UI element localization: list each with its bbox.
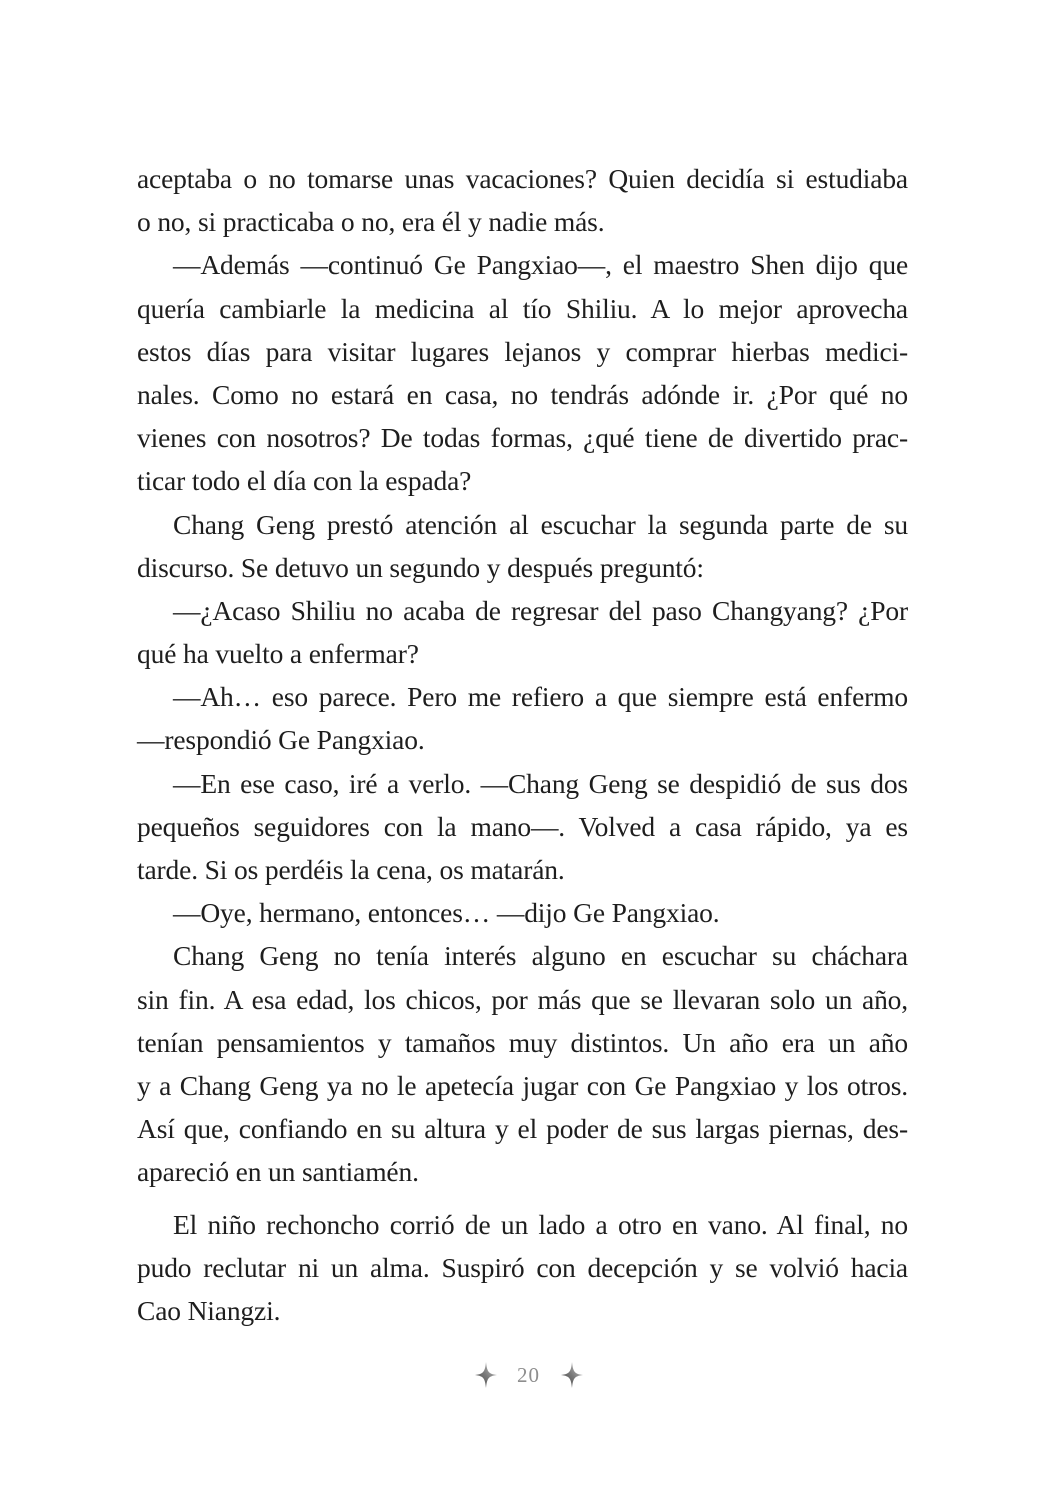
paragraph [137, 891, 908, 934]
text-line: Chang Geng no tenía interés alguno en escuchar su cháchara [173, 940, 908, 972]
paragraph [137, 934, 908, 1193]
text-line: quería cambiarle la medicina al tío Shiliu. A lo mejor aprovecha [137, 292, 908, 324]
paragraph [137, 157, 908, 243]
text-line: —respondió Ge Pangxiao. [137, 724, 425, 756]
paragraph [137, 1203, 908, 1333]
text-line: —Ah… eso parece. Pero me refiero a que siempre está enfermo [173, 681, 908, 713]
paragraph [137, 589, 908, 675]
paragraph [137, 762, 908, 892]
text-line: tarde. Si os perdéis la cena, os matarán. [137, 854, 565, 885]
text-line: estos días para visitar lugares lejanos y comprar hierbas medici- [137, 335, 908, 367]
text-line: —Además —continuó Ge Pangxiao—, el maestro Shen dijo que [173, 249, 908, 281]
text-line: El niño rechoncho corrió de un lado a otro en vano. Al final, no [173, 1208, 908, 1240]
book-page-body [137, 157, 908, 1332]
text-line: tenían pensamientos y tamaños muy distintos. Un año era un año [137, 1026, 908, 1058]
text-line: nales. Como no estará en casa, no tendrás adónde ir. ¿Por qué no [137, 378, 908, 410]
text-line: discurso. Se detuvo un segundo y después preguntó: [137, 551, 704, 583]
text-line: Así que, confiando en su altura y el poder de sus largas piernas, des- [137, 1113, 908, 1145]
text-line: pudo reclutar ni un alma. Suspiró con decepción y se volvió hacia [137, 1251, 908, 1283]
text-line: —¿Acaso Shiliu no acaba de regresar del paso Changyang? ¿Por [173, 594, 908, 626]
text-line: —En ese caso, iré a verlo. —Chang Geng se despidió de sus dos [173, 767, 908, 799]
text-line: sin fin. A esa edad, los chicos, por más que se llevaran solo un año, [137, 983, 908, 1015]
text-line: vienes con nosotros? De todas formas, ¿qué tiene de divertido prac- [137, 422, 908, 454]
paragraph [137, 675, 908, 761]
text-line: y a Chang Geng ya no le apetecía jugar con Ge Pangxiao y los otros. [137, 1069, 908, 1101]
text-line: —Oye, hermano, entonces… —dijo Ge Pangxiao. [173, 897, 720, 929]
paragraph [137, 503, 908, 589]
text-line: ticar todo el día con la espada? [137, 465, 472, 497]
paragraph [137, 243, 908, 502]
page-footer [0, 1357, 1057, 1393]
page-number: 20 [517, 1362, 540, 1387]
text-line: apareció en un santiamén. [137, 1156, 419, 1188]
text-line: Chang Geng prestó atención al escuchar la segunda parte de su [173, 508, 908, 540]
text-line: o no, si practicaba o no, era él y nadie más. [137, 206, 605, 238]
left-star-ornament-icon [474, 1361, 498, 1389]
text-line: pequeños seguidores con la mano—. Volved a casa rápido, ya es [137, 810, 908, 842]
text-line: Cao Niangzi. [137, 1294, 281, 1326]
text-line: aceptaba o no tomarse unas vacaciones? Quien decidía si estudiaba [137, 163, 908, 194]
text-line: qué ha vuelto a enfermar? [137, 638, 419, 670]
right-star-ornament-icon [560, 1361, 584, 1389]
